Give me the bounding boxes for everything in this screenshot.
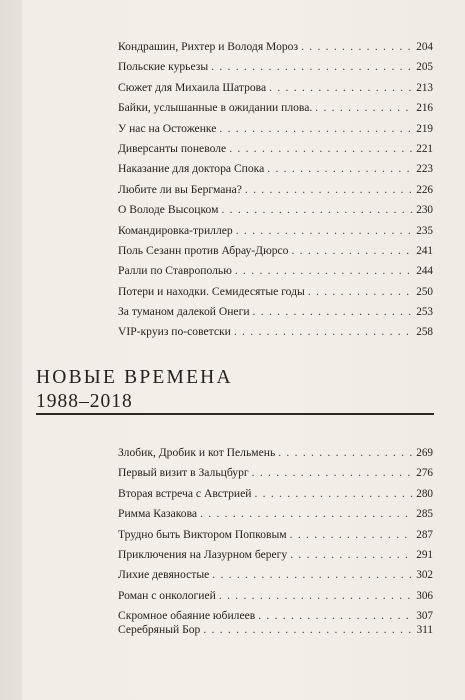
toc-entry — [118, 586, 433, 606]
toc-entry — [118, 241, 433, 261]
toc-entry — [118, 525, 433, 545]
toc-entry-title: Кондрашин, Рихтер и Володя Мороз — [118, 40, 299, 53]
toc-leader-dots — [291, 241, 413, 261]
toc-entry-title: Римма Казакова — [118, 507, 198, 521]
section-divider-rule — [36, 413, 434, 415]
toc-entry — [118, 443, 433, 463]
toc-entry-title: Лихие девяностые — [118, 568, 210, 582]
toc-leader-dots — [219, 586, 413, 606]
toc-entry-page: 291 — [416, 548, 433, 561]
toc-entry-page: 306 — [416, 589, 433, 602]
toc-entry-title: Любите ли вы Бергмана? — [118, 182, 242, 196]
toc-list-third — [118, 620, 433, 640]
toc-entry — [118, 545, 433, 565]
toc-leader-dots — [200, 504, 413, 524]
toc-entry-title: Приключения на Лазурном берегу — [118, 547, 288, 561]
toc-entry — [118, 484, 433, 504]
toc-leader-dots — [212, 565, 413, 585]
toc-entry — [118, 159, 433, 179]
section-years: 1988–2018 — [36, 391, 133, 412]
toc-entry-page: 244 — [416, 265, 433, 278]
toc-leader-dots — [308, 282, 413, 302]
toc-entry-title: VIP-круиз по-советски — [118, 325, 231, 339]
toc-leader-dots — [301, 37, 413, 57]
toc-leader-dots — [229, 139, 413, 159]
toc-entry — [118, 504, 433, 524]
toc-leader-dots — [236, 221, 414, 241]
toc-entry-page: 223 — [416, 163, 433, 176]
toc-entry-title: Сюжет для Михаила Шатрова — [118, 80, 267, 94]
toc-entry-page: 241 — [416, 244, 433, 257]
toc-leader-dots — [234, 322, 413, 342]
toc-leader-dots — [254, 484, 413, 504]
toc-entry — [118, 322, 433, 342]
section-title: НОВЫЕ ВРЕМЕНА — [36, 367, 233, 388]
toc-entry — [118, 282, 433, 302]
toc-entry-title: Роман с онкологией — [118, 588, 216, 602]
toc-entry-page: 311 — [416, 624, 433, 636]
toc-entry — [118, 78, 433, 98]
toc-entry — [118, 200, 433, 220]
toc-entry — [118, 221, 433, 241]
toc-entry-title: Байки, услышанные в ожидании плова. — [118, 101, 313, 115]
toc-leader-dots — [252, 463, 414, 483]
toc-leader-dots — [253, 302, 414, 322]
toc-entry-title: Командировка-триллер — [118, 223, 233, 237]
toc-leader-dots — [245, 180, 413, 200]
toc-leader-dots — [269, 78, 413, 98]
toc-entry-title: Злобик, Дробик и кот Пельмень — [118, 446, 276, 459]
toc-entry-page: 221 — [416, 142, 433, 155]
toc-entry — [118, 139, 433, 159]
toc-entry-page: 287 — [416, 528, 433, 541]
toc-entry-page: 205 — [416, 61, 433, 74]
toc-leader-dots — [267, 159, 413, 179]
toc-entry-title: Скромное обаяние юбилеев — [118, 609, 256, 623]
toc-entry-title: Диверсанты поневоле — [118, 141, 227, 155]
toc-entry-page: 285 — [416, 508, 433, 521]
section-header — [36, 367, 434, 414]
toc-leader-dots — [278, 443, 413, 463]
toc-entry — [118, 57, 433, 77]
toc-entry-page: 226 — [416, 183, 433, 196]
toc-entry-page: 216 — [416, 102, 433, 115]
toc-entry-title: Первый визит в Зальцбург — [118, 466, 249, 480]
page-gutter-shadow — [0, 0, 22, 700]
toc-entry-title: У нас на Остоженке — [118, 121, 217, 135]
toc-entry-page: 276 — [416, 467, 433, 480]
toc-entry — [118, 180, 433, 200]
toc-entry-page: 307 — [416, 610, 433, 623]
toc-entry — [118, 620, 433, 640]
toc-entry — [118, 37, 433, 57]
toc-entry-page: 219 — [416, 122, 433, 135]
toc-list-first — [118, 37, 433, 343]
toc-entry-page: 204 — [416, 41, 433, 53]
toc-entry-page: 253 — [416, 306, 433, 319]
toc-entry-title: Польские курьезы — [118, 60, 209, 74]
toc-entry-page: 258 — [416, 326, 433, 339]
toc-entry-page: 235 — [416, 224, 433, 237]
toc-entry-title: Поль Сезанн против Абрау-Дюрсо — [118, 243, 289, 257]
toc-entry — [118, 119, 433, 139]
toc-entry-title: О Володе Высоцком — [118, 203, 219, 217]
toc-entry-title: Наказание для доктора Спока — [118, 162, 265, 176]
toc-entry-title: Трудно быть Виктором Попковым — [118, 527, 287, 541]
toc-list-second — [118, 443, 433, 627]
toc-entry — [118, 565, 433, 585]
toc-leader-dots — [203, 620, 413, 640]
toc-leader-dots — [235, 261, 413, 281]
toc-leader-dots — [290, 525, 414, 545]
toc-leader-dots — [221, 200, 413, 220]
toc-entry-page: 280 — [416, 487, 433, 500]
toc-entry-title: Серебряный Бор — [118, 623, 201, 636]
toc-entry-page: 269 — [416, 447, 433, 459]
toc-entry-page: 213 — [416, 81, 433, 94]
toc-entry-title: Потери и находки. Семидесятые годы — [118, 284, 305, 298]
toc-entry — [118, 463, 433, 483]
toc-entry-page: 250 — [416, 285, 433, 298]
toc-entry-title: За туманом далекой Онеги — [118, 305, 250, 319]
toc-entry-page: 302 — [416, 569, 433, 582]
toc-leader-dots — [219, 119, 413, 139]
toc-entry — [118, 302, 433, 322]
toc-entry-page: 230 — [416, 204, 433, 217]
toc-entry-title: Вторая встреча с Австрией — [118, 486, 252, 500]
toc-entry — [118, 98, 433, 118]
toc-leader-dots — [211, 57, 413, 77]
toc-leader-dots — [290, 545, 413, 565]
toc-leader-dots — [315, 98, 413, 118]
toc-entry — [118, 261, 433, 281]
toc-entry-title: Ралли по Ставрополью — [118, 264, 232, 278]
